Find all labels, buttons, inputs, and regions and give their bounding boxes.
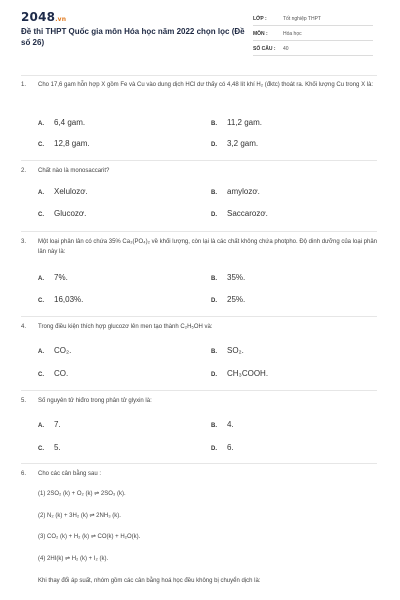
question-5-option-d[interactable]: D. 6. (211, 443, 234, 452)
question-2-option-b[interactable]: B. amylozơ. (211, 187, 260, 196)
question-5-text: Số nguyên tử hiđro trong phân tử glyxin là: (38, 398, 152, 404)
question-2-option-a[interactable]: A. Xelulozơ. (38, 187, 88, 196)
logo-main: 2048 (21, 10, 56, 24)
meta-class-value: Tốt nghiệp THPT (283, 16, 321, 22)
question-1-option-d[interactable]: D. 3,2 gam. (211, 139, 259, 148)
question-4-option-c[interactable]: C. CO. (38, 369, 69, 378)
question-4-number: 4. (21, 324, 27, 330)
meta-subject (253, 29, 373, 41)
logo-suffix: .vn (55, 16, 67, 23)
question-3-option-a[interactable]: A. 7%. (38, 273, 68, 282)
meta-subject-label: MÔN : (253, 31, 268, 37)
equilibrium-4: (4) 2HI(k) ⇌ H₂ (k) + I₂ (k). (38, 556, 109, 562)
meta-count (253, 44, 373, 56)
question-divider (21, 390, 377, 391)
site-logo[interactable] (21, 10, 66, 24)
question-3-option-b[interactable]: B. 35%. (211, 273, 246, 282)
question-4-option-d[interactable]: D. CH₃COOH. (211, 369, 269, 378)
equilibrium-1: (1) 2SO₂ (k) + O₂ (k) ⇌ 2SO₃ (k). (38, 491, 126, 497)
question-3-text: Một loại phân lân có chứa 35% Ca₃(PO₄)₂ về khối lượng, còn lại là các chất không chứa photpho. Độ dinh dưỡng của loại phân lân này là: (38, 239, 378, 255)
meta-count-value: 40 (283, 46, 289, 52)
question-5-option-c[interactable]: C. 5. (38, 443, 61, 452)
exam-title: Đề thi THPT Quốc gia môn Hóa học năm 2022 chọn lọc (Đề số 26) (21, 27, 245, 47)
question-divider (21, 463, 377, 464)
question-3-option-c[interactable]: C. 16,03%. (38, 295, 84, 304)
question-1-option-b[interactable]: B. 11,2 gam. (211, 118, 262, 127)
question-1-text: Cho 17,6 gam hỗn hợp X gồm Fe và Cu vào dung dịch HCl dư thấy có 4,48 lít khí H₂ (đktc) thoát ra. Khối lượng Cu trong X là: (38, 82, 374, 88)
question-3-number: 3. (21, 239, 27, 245)
meta-class (253, 14, 373, 26)
question-6-followup: Khi thay đổi áp suất, nhóm gồm các cân bằng hoá học đều không bị chuyển dịch là: (38, 578, 261, 584)
question-1-option-c[interactable]: C. 12,8 gam. (38, 139, 90, 148)
meta-count-label: SỐ CÂU : (253, 46, 276, 52)
header (0, 0, 400, 62)
equilibrium-3: (3) CO₂ (k) + H₂ (k) ⇌ CO(k) + H₂O(k). (38, 534, 141, 540)
question-divider (21, 316, 377, 317)
question-4-text: Trong điều kiện thích hợp glucozơ lên men tạo thành C₂H₅OH và: (38, 324, 213, 330)
question-5-option-b[interactable]: B. 4. (211, 420, 234, 429)
question-2-number: 2. (21, 168, 27, 174)
question-2-option-d[interactable]: D. Saccarozơ. (211, 209, 268, 218)
question-divider (21, 231, 377, 232)
question-4-option-a[interactable]: A. CO₂. (38, 346, 72, 355)
question-divider (21, 160, 377, 161)
question-3-option-d[interactable]: D. 25%. (211, 295, 246, 304)
question-6-number: 6. (21, 471, 27, 477)
question-divider (21, 75, 377, 76)
meta-class-label: LỚP : (253, 16, 267, 22)
question-2-option-c[interactable]: C. Glucozơ. (38, 209, 87, 218)
question-1-number: 1. (21, 82, 27, 88)
question-2-text: Chất nào là monosaccarit? (38, 168, 110, 174)
meta-subject-value: Hóa học (283, 31, 302, 37)
equilibrium-2: (2) N₂ (k) + 3H₂ (k) ⇌ 2NH₃ (k). (38, 513, 121, 519)
question-4-option-b[interactable]: B. SO₂. (211, 346, 244, 355)
question-5-number: 5. (21, 398, 27, 404)
question-6-text: Cho các cân bằng sau : (38, 471, 102, 477)
question-5-option-a[interactable]: A. 7. (38, 420, 61, 429)
question-1-option-a[interactable]: A. 6,4 gam. (38, 118, 86, 127)
